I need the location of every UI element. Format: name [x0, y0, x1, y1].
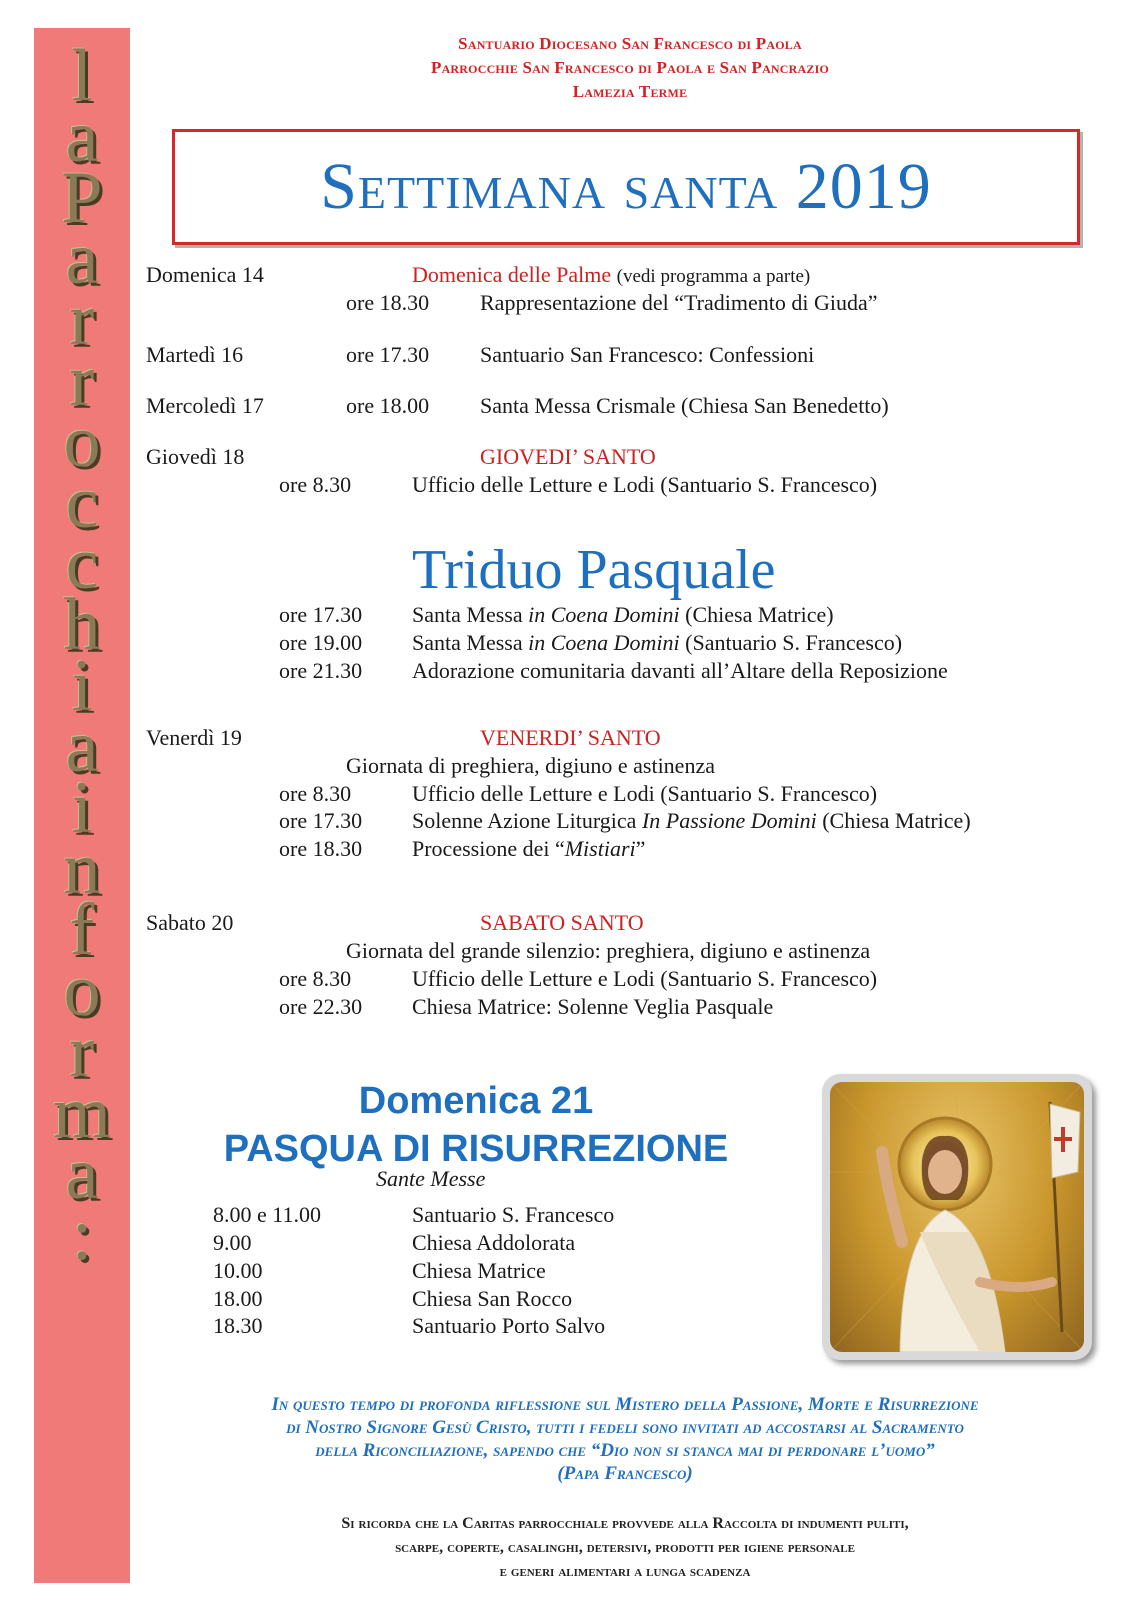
event-desc: Rappresentazione del “Tradimento di Giuda” [480, 290, 878, 315]
desc-text: (Chiesa Matrice) [816, 808, 971, 833]
sidebar-letter: r [69, 340, 95, 422]
event-desc [412, 836, 645, 862]
sidebar-letter: o [63, 401, 101, 483]
sidebar-letter: f [69, 889, 95, 971]
risen-christ-illustration [830, 1082, 1084, 1352]
easter-date: Domenica 21 [358, 1080, 594, 1122]
event-desc: Chiesa Matrice: Solenne Veglia Pasquale [412, 994, 774, 1019]
sidebar-letter: i [71, 645, 93, 727]
sidebar-letter: c [65, 462, 99, 544]
event-note: (vedi programma a parte) [616, 266, 811, 287]
desc-italic: Mistiari [564, 836, 636, 861]
sidebar-letter: c [65, 523, 99, 605]
sidebar-letter: l [71, 35, 93, 117]
note-line: della Riconciliazione, sapendo che “Dio non si stanca mai di perdonare l’uomo” [315, 1440, 935, 1461]
risen-christ-image [822, 1074, 1092, 1360]
caritas-line: scarpe, coperte, casalinghi, detersivi, prodotti per igiene personale [395, 1539, 855, 1556]
mass-time: 9.00 [213, 1230, 252, 1255]
time-label: ore 17.30 [279, 602, 363, 627]
note-line: (Papa Francesco) [557, 1463, 693, 1484]
desc-text: (Chiesa Matrice) [679, 602, 834, 627]
caritas-line: e generi alimentari a lunga scadenza [499, 1563, 751, 1580]
time-label: ore 19.00 [279, 630, 363, 655]
mass-place: Chiesa Addolorata [412, 1230, 576, 1255]
time-label: ore 17.30 [346, 342, 430, 367]
event-desc: Ufficio delle Letture e Lodi (Santuario S. Francesco) [412, 966, 878, 991]
sidebar-letter: a [65, 96, 99, 178]
mass-time: 18.00 [213, 1286, 263, 1311]
time-label: ore 8.30 [279, 472, 352, 497]
event-desc [412, 630, 902, 656]
mass-place: Chiesa Matrice [412, 1258, 546, 1283]
desc-text: (Santuario S. Francesco) [679, 630, 903, 655]
sidebar-letter: o [63, 950, 101, 1032]
event-line [412, 262, 810, 288]
event-desc: Ufficio delle Letture e Lodi (Santuario S. Francesco) [412, 781, 878, 806]
time-label: ore 18.30 [346, 290, 430, 315]
event-desc: Santa Messa Crismale (Chiesa San Benedetto) [480, 393, 889, 418]
day-label: Sabato 20 [146, 910, 234, 935]
event-title: Domenica delle Palme [412, 262, 612, 287]
time-label: ore 8.30 [279, 966, 352, 991]
event-desc: Adorazione comunitaria davanti all’Altare della Reposizione [412, 658, 948, 683]
time-label: ore 18.30 [279, 836, 363, 861]
time-label: ore 21.30 [279, 658, 363, 683]
sidebar-letter: i [71, 767, 93, 849]
desc-text: Santa Messa [412, 630, 529, 655]
mass-place: Santuario S. Francesco [412, 1202, 615, 1227]
header-parishes: Parrocchie San Francesco di Paola e San Pancrazio [430, 58, 830, 77]
triduo-title: Triduo Pasquale [412, 539, 776, 601]
risen-christ-picture [830, 1082, 1084, 1352]
sidebar-letter: m [53, 1072, 111, 1154]
desc-italic: in Coena Domini [528, 630, 680, 655]
event-subtitle: Giornata del grande silenzio: preghiera, digiuno e astinenza [346, 938, 871, 963]
day-label: Giovedì 18 [146, 444, 245, 469]
easter-title: PASQUA DI RISURREZIONE [223, 1128, 729, 1170]
sidebar-title [34, 28, 130, 1583]
masses-label: Sante Messe [376, 1166, 486, 1191]
day-label: Mercoledì 17 [146, 393, 264, 418]
desc-text: Processione dei “ [412, 836, 565, 861]
mass-time: 18.30 [213, 1313, 263, 1338]
reflection-note [150, 1393, 1100, 1485]
event-subtitle: Giornata di preghiera, digiuno e astinenza [346, 753, 715, 778]
sidebar-letter: a [65, 706, 99, 788]
day-label: Domenica 14 [146, 262, 264, 287]
sidebar-letter: r [69, 279, 95, 361]
desc-italic: in Coena Domini [528, 602, 680, 627]
title-box [172, 129, 1080, 245]
mass-time: 10.00 [213, 1258, 263, 1283]
time-label: ore 22.30 [279, 994, 363, 1019]
event-title: SABATO SANTO [480, 910, 644, 935]
desc-italic: In Passione Domini [641, 808, 817, 833]
day-label: Martedì 16 [146, 342, 244, 367]
event-desc [412, 602, 834, 628]
event-title: GIOVEDI’ SANTO [480, 444, 656, 469]
easter-heading [150, 1077, 802, 1173]
note-line: di Nostro Signore Gesù Cristo, tutti i fedeli sono invitati ad accostarsi al Sacramento [286, 1417, 964, 1438]
caritas-note [150, 1512, 1100, 1584]
caritas-line: Si ricorda che la Caritas parrocchiale provvede alla Raccolta di indumenti puliti, [341, 1515, 909, 1532]
page-title: Settimana santa 2019 [320, 150, 932, 223]
sidebar-letter: n [63, 828, 101, 910]
sidebar-letter: h [63, 584, 101, 666]
event-desc: Santuario San Francesco: Confessioni [480, 342, 815, 367]
header-city: Lamezia Terme [572, 82, 688, 101]
sidebar-letter: : [71, 1194, 93, 1276]
sidebar-letter: r [69, 1011, 95, 1093]
day-label: Venerdì 19 [146, 725, 242, 750]
event-desc: Ufficio delle Letture e Lodi (Santuario S. Francesco) [412, 472, 878, 497]
desc-text: Solenne Azione Liturgica [412, 808, 642, 833]
sidebar-letter: a [65, 218, 99, 300]
event-desc [412, 808, 971, 834]
sidebar-banner [34, 28, 130, 1583]
sidebar-letter: a [65, 1133, 99, 1215]
desc-text: Santa Messa [412, 602, 529, 627]
mass-place: Santuario Porto Salvo [412, 1313, 606, 1338]
mass-time: 8.00 e 11.00 [213, 1202, 321, 1227]
time-label: ore 18.00 [346, 393, 430, 418]
mass-place: Chiesa San Rocco [412, 1286, 573, 1311]
time-label: ore 8.30 [279, 781, 352, 806]
desc-text: ” [635, 836, 646, 861]
header-sanctuary: Santuario Diocesano San Francesco di Paola [458, 34, 802, 53]
time-label: ore 17.30 [279, 808, 363, 833]
note-line: In questo tempo di profonda riflessione sul Mistero della Passione, Morte e Risurrezione [271, 1394, 979, 1415]
sidebar-letter: P [61, 157, 103, 239]
event-title: VENERDI’ SANTO [480, 725, 661, 750]
